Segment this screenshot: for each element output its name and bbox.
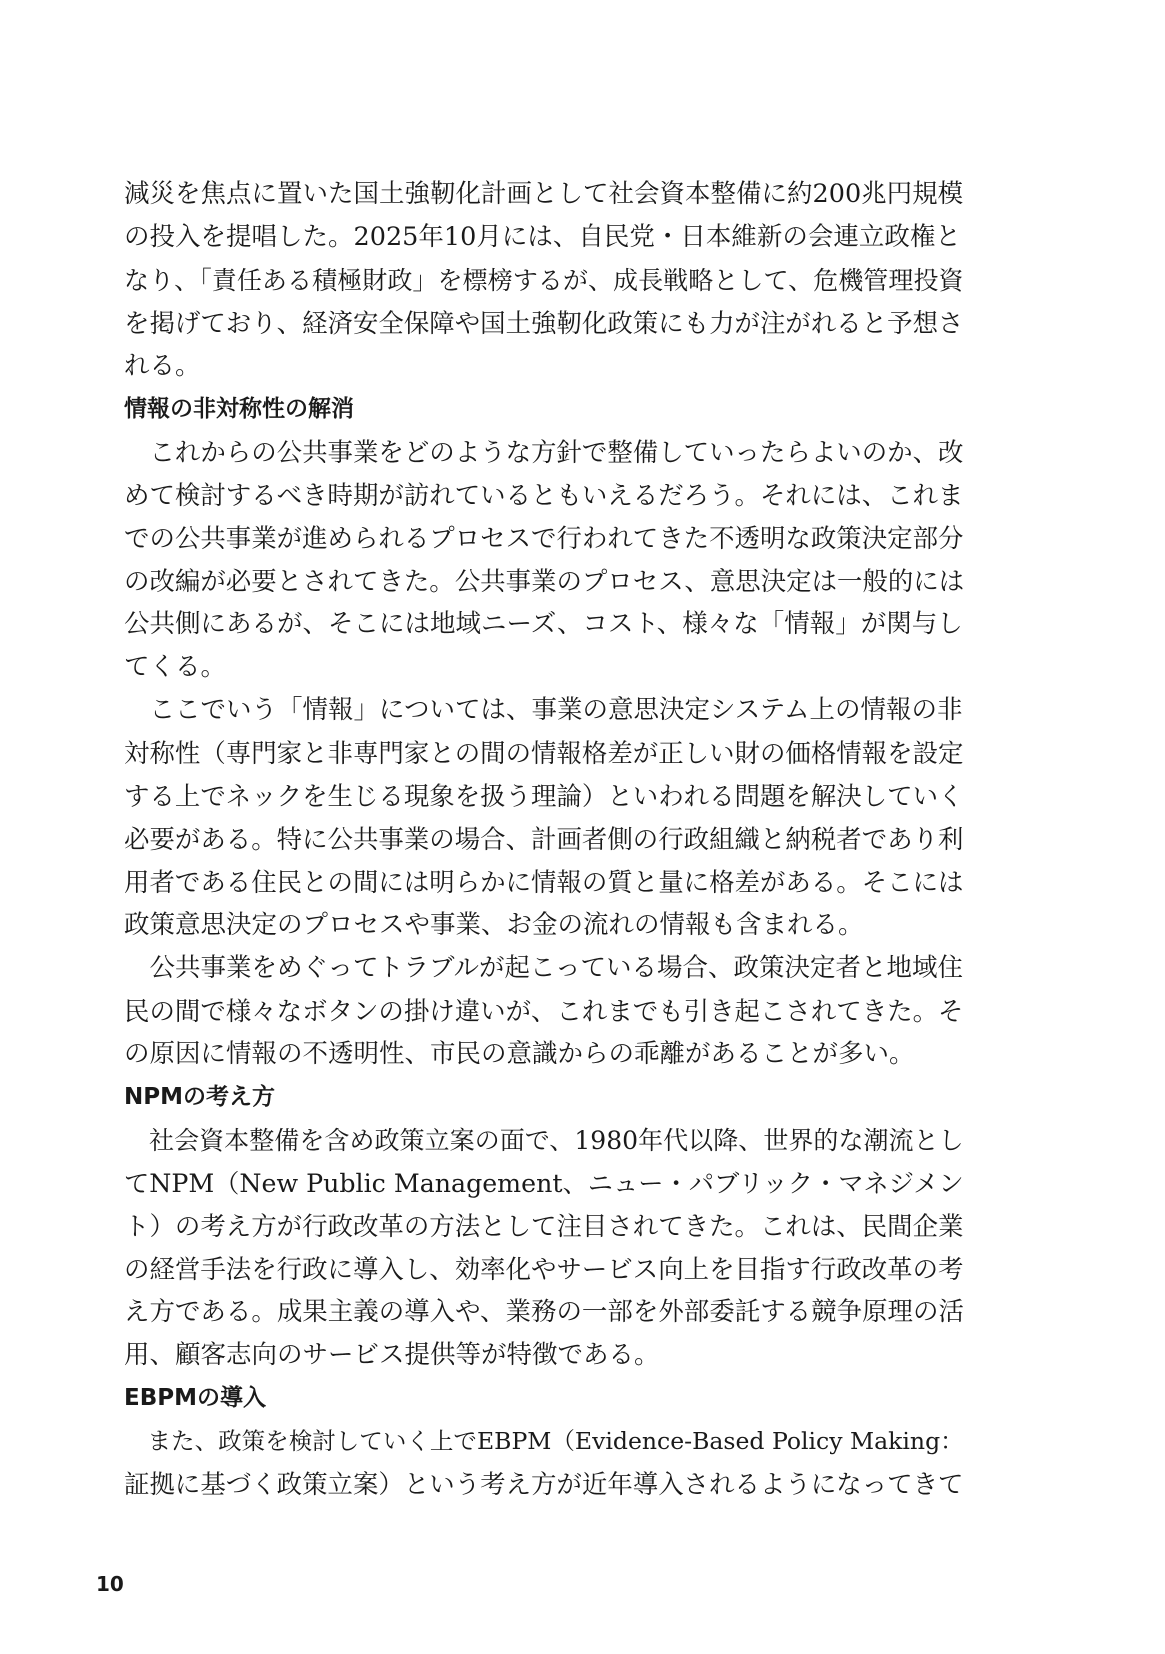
text-line: 公共事業をめぐってトラブルが起こっている場合、政策決定者と地域住 [124,953,963,983]
section-heading: 情報の非対称性の解消 [124,396,354,422]
text-line: の改編が必要とされてきた。公共事業のプロセス、意思決定は一般的には [124,566,965,596]
text-line: 政策意思決定のプロセスや事業、お金の流れの情報も含まれる。 [124,910,864,940]
text-line: ト）の考え方が行政改革の方法として注目されてきた。これは、民間企業 [124,1211,964,1241]
text-line: の投入を提唱した。2025年10月には、自民党・日本維新の会連立政権と [124,222,961,252]
text-line: する上でネックを生じる現象を扱う理論）といわれる問題を解決していく [124,781,964,811]
text-line: めて検討するべき時期が訪れているともいえるだろう。それには、これま [124,480,964,510]
text-line: 対称性（専門家と非専門家との間の情報格差が正しい財の価格情報を設定 [124,738,964,768]
text-line: れる。 [124,351,201,381]
text-line: 民の間で様々なボタンの掛け違いが、これまでも引き起こされてきた。そ [124,996,964,1026]
text-line: の経営手法を行政に導入し、効率化やサービス向上を目指す行政改革の考 [124,1254,964,1284]
text-line: てNPM（New Public Management、ニュー・パブリック・マネジメン [124,1169,964,1198]
text-line: での公共事業が進められるプロセスで行われてきた不透明な政策決定部分 [124,523,964,553]
section-heading: NPMの考え方 [124,1084,275,1110]
page-number: 10 [96,1572,124,1596]
text-line: 社会資本整備を含め政策立案の面で、1980年代以降、世界的な潮流とし [124,1126,964,1155]
text-line: の原因に情報の不透明性、市民の意識からの乖離があることが多い。 [124,1039,915,1069]
text-line: 公共側にあるが、そこには地域ニーズ、コスト、様々な「情報」が関与し [124,609,963,639]
section-heading: EBPMの導入 [124,1385,266,1411]
text-line: を掲げており、経済安全保障や国土強靭化政策にも力が注がれると予想さ [124,308,964,338]
text-line: なり、「責任ある積極財政」を標榜するが、成長戦略として、危機管理投資 [124,266,964,295]
text-line: 証拠に基づく政策立案）という考え方が近年導入されるようになってきて [124,1469,964,1499]
body-text [124,173,964,1506]
text-line: 減災を焦点に置いた国土強靭化計画として社会資本整備に約200兆円規模 [124,179,964,209]
text-line: 用者である住民との間には明らかに情報の質と量に格差がある。そこには [124,867,964,897]
text-line: 必要がある。特に公共事業の場合、計画者側の行政組織と納税者であり利 [124,824,964,854]
text-line: また、政策を検討していく上でEBPM（Evidence-Based Policy Making： [124,1427,964,1455]
text-line: 用、顧客志向のサービス提供等が特徴である。 [124,1340,660,1370]
text-line: ここでいう「情報」については、事業の意思決定システム上の情報の非 [124,695,963,725]
text-line: てくる。 [124,652,227,682]
text-line: これからの公共事業をどのような方針で整備していったらよいのか、改 [124,437,964,467]
text-line: え方である。成果主義の導入や、業務の一部を外部委託する競争原理の活 [124,1297,964,1327]
